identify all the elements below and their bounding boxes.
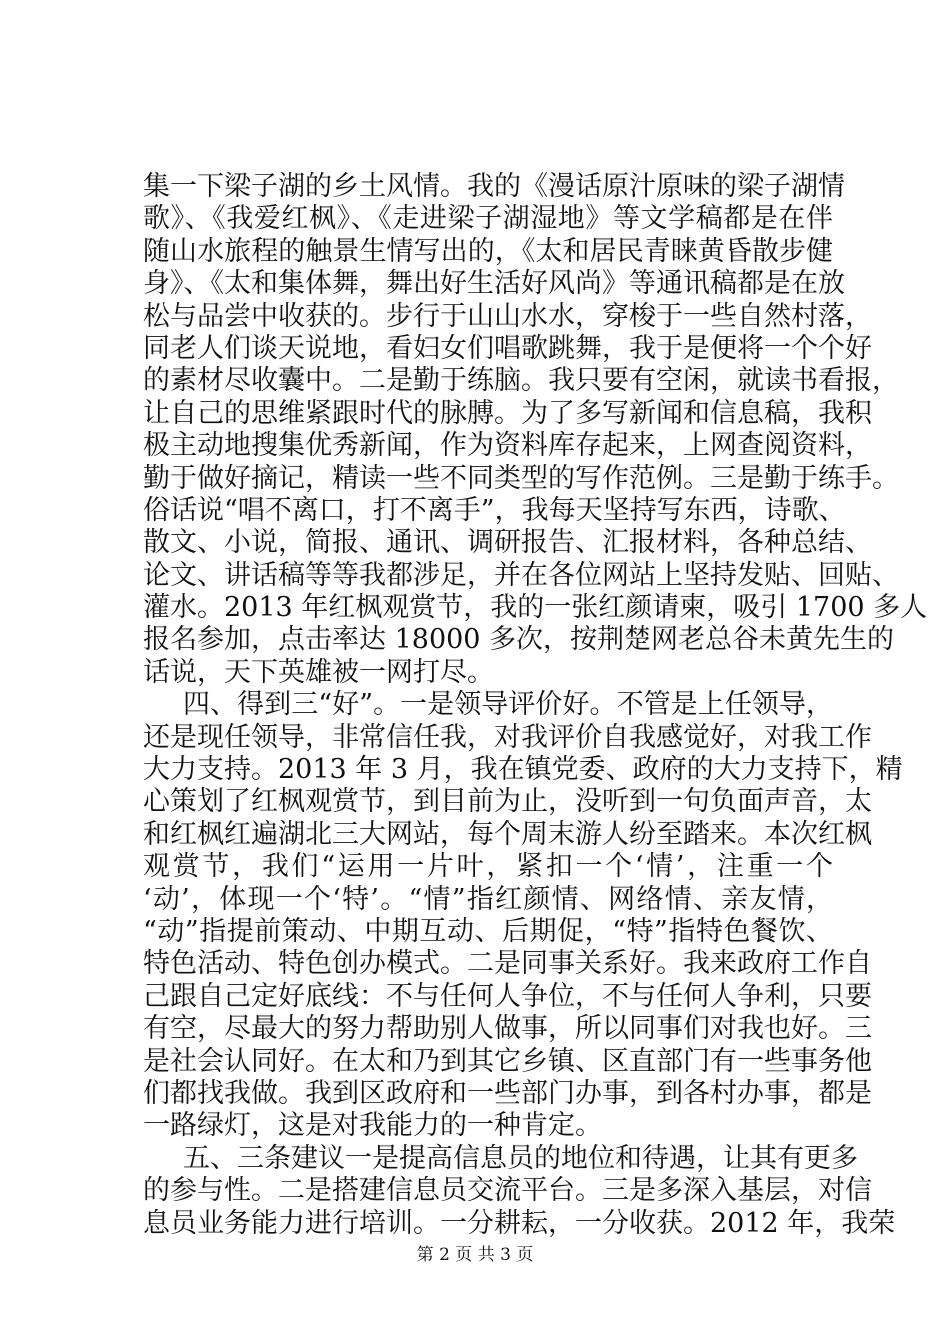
text-line: 大力支持。2013 年 3 月，我在镇党委、政府的大力支持下，精 (143, 754, 903, 786)
text-line: 论文、讲话稿等等我都涉足，并在各位网站上坚持发贴、回贴、 (143, 559, 899, 591)
section-heading-line: 四、得到三“好”。一是领导评价好。不管是上任领导， (183, 689, 833, 721)
text-line: ‘动’，体现一个‘特’。“情”指红颜情、网络情、亲友情， (143, 883, 833, 915)
text-line: 心策划了红枫观赏节，到目前为止，没听到一句负面声音，太 (143, 786, 872, 818)
text-line: “动”指提前策动、中期互动、后期促，“特”指特色餐饮、 (143, 915, 833, 947)
text-line: 话说，天下英雄被一网打尽。 (143, 656, 494, 688)
text-line: 的参与性。二是搭建信息员交流平台。三是多深入基层，对信 (143, 1175, 872, 1207)
text-line: 还是现任领导，非常信任我，对我评价自我感觉好，对我工作 (143, 721, 872, 753)
text-line: 极主动地搜集优秀新闻，作为资料库存起来，上网查阅资料， (143, 430, 872, 462)
page-number-footer: 第 2 页 共 3 页 (416, 1245, 534, 1265)
text-line: 同老人们谈天说地，看妇女们唱歌跳舞，我于是便将一个个好 (143, 332, 872, 364)
section-heading-line: 五、三条建议一是提高信息员的地位和待遇，让其有更多 (183, 1142, 858, 1174)
text-line: 报名参加，点击率达 18000 多次，按荆楚网老总谷未黄先生的 (143, 624, 895, 656)
text-line: 随山水旅程的触景生情写出的，《太和居民青睐黄昏散步健 (143, 235, 833, 267)
text-line: 的素材尽收囊中。二是勤于练脑。我只要有空闲，就读书看报， (143, 365, 899, 397)
text-line: 一路绿灯，这是对我能力的一种肯定。 (143, 1110, 602, 1142)
text-line: 特色活动、特色创办模式。二是同事关系好。我来政府工作自 (143, 948, 872, 980)
text-line: 观赏节，我们“运用一片叶，紧扣一个‘情’，注重一个 (143, 851, 833, 883)
body-text (143, 171, 928, 1240)
text-line: 散文、小说，简报、通讯、调研报告、汇报材料，各种总结、 (143, 527, 872, 559)
text-line: 歌》、《我爱红枫》、《走进梁子湖湿地》等文学稿都是在伴 (143, 203, 833, 235)
text-line: 俗话说“唱不离口，打不离手”，我每天坚持写东西，诗歌、 (143, 494, 846, 526)
text-line: 勤于做好摘记，精读一些不同类型的写作范例。三是勤于练手。 (143, 462, 899, 494)
text-line: 身》、《太和集体舞，舞出好生活好风尚》等通讯稿都是在放 (143, 268, 845, 300)
text-line: 让自己的思维紧跟时代的脉膊。为了多写新闻和信息稿，我积 (143, 397, 872, 429)
text-line: 和红枫红遍湖北三大网站，每个周末游人纷至踏来。本次红枫 (143, 818, 872, 850)
text-line: 松与品尝中收获的。步行于山山水水，穿梭于一些自然村落， (143, 300, 872, 332)
text-line: 集一下梁子湖的乡土风情。我的《漫话原汁原味的梁子湖情 (143, 171, 845, 202)
text-line: 息员业务能力进行培训。一分耕耘，一分收获。2012 年，我荣 (143, 1207, 896, 1239)
text-line: 们都找我做。我到区政府和一些部门办事，到各村办事，都是 (143, 1077, 872, 1109)
text-line: 灌水。2013 年红枫观赏节，我的一张红颜请柬，吸引 1700 多人 (143, 592, 928, 624)
text-line: 有空，尽最大的努力帮助别人做事，所以同事们对我也好。三 (143, 1013, 872, 1045)
text-line: 己跟自己定好底线：不与任何人争位，不与任何人争利，只要 (143, 980, 872, 1012)
text-line: 是社会认同好。在太和乃到其它乡镇、区直部门有一些事务他 (143, 1045, 872, 1077)
